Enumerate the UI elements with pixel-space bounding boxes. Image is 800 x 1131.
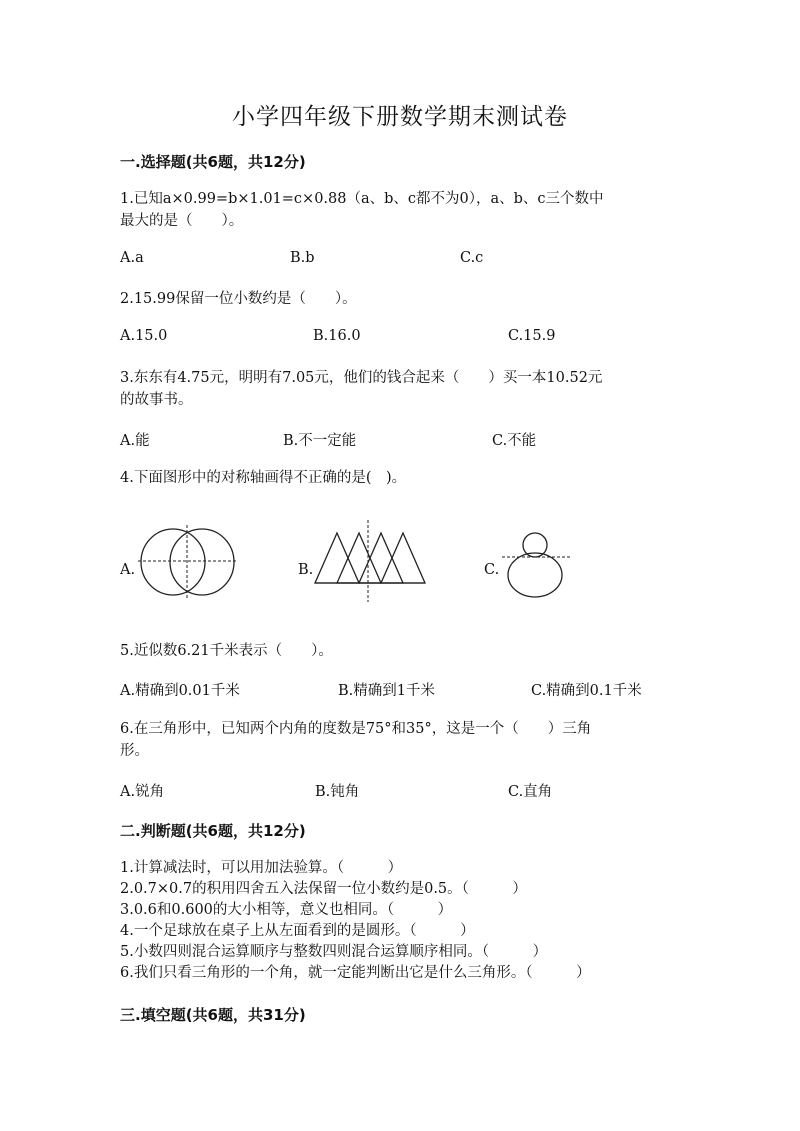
question-1-line1: 1.已知a×0.99=b×1.01=c×0.88（a、b、c都不为0），a、b、c三个数中 (120, 191, 604, 207)
question-1 (120, 188, 680, 232)
q2-option-b: B.16.0 (313, 328, 361, 344)
q5-option-c: C.精确到0.1千米 (531, 683, 642, 699)
q4-figure-circles (135, 525, 240, 600)
q1-option-a: A.a (120, 250, 144, 266)
q4-option-c: C. (484, 562, 500, 578)
question-3-line1: 3.东东有4.75元，明明有7.05元，他们的钱合起来（ ）买一本10.52元 (120, 370, 603, 386)
tf-item-1: 1.计算减法时，可以用加法验算。（ ） (120, 860, 403, 876)
question-3-line2: 的故事书。 (120, 392, 193, 408)
question-4 (120, 467, 680, 489)
question-6-line1: 6.在三角形中，已知两个内角的度数是75°和35°，这是一个（ ）三角 (120, 721, 592, 737)
q4-option-a: A. (120, 562, 136, 578)
q4-option-b: B. (298, 562, 314, 578)
question-1-line2: 最大的是（ ）。 (120, 213, 244, 229)
q1-option-c: C.c (460, 250, 484, 266)
question-6-line2: 形。 (120, 743, 149, 759)
q6-option-b: B.钝角 (315, 784, 360, 800)
tf-item-3: 3.0.6和0.600的大小相等，意义也相同。（ ） (120, 902, 453, 918)
q3-option-a: A.能 (120, 433, 150, 449)
q6-option-c: C.直角 (508, 784, 553, 800)
question-5 (120, 640, 680, 662)
section-heading-true-false: 二.判断题(共6题，共12分) (120, 822, 306, 840)
tf-list (120, 858, 591, 984)
q5-option-a: A.精确到0.01千米 (120, 683, 240, 699)
q6-option-a: A.锐角 (120, 784, 165, 800)
tf-item-2: 2.0.7×0.7的积用四舍五入法保留一位小数约是0.5。（ ） (120, 881, 527, 897)
question-5-line1: 5.近似数6.21千米表示（ ）。 (120, 643, 333, 659)
question-3 (120, 367, 680, 411)
q2-option-c: C.15.9 (508, 328, 556, 344)
q2-option-a: A.15.0 (120, 328, 168, 344)
question-4-line1: 4.下面图形中的对称轴画得不正确的是( )。 (120, 470, 407, 486)
page-title: 小学四年级下册数学期末测试卷 (232, 104, 568, 130)
tf-item-6: 6.我们只看三角形的一个角，就一定能判断出它是什么三角形。（ ） (120, 965, 591, 981)
q1-option-b: B.b (290, 250, 315, 266)
question-2 (120, 288, 680, 310)
q4-figure-triangles (312, 520, 432, 602)
q4-figure-figure-eight (500, 530, 575, 602)
section-heading-choice: 一.选择题(共6题，共12分) (120, 153, 306, 171)
section-heading-fill-in: 三.填空题(共6题，共31分) (120, 1006, 306, 1024)
tf-item-4: 4.一个足球放在桌子上从左面看到的是圆形。（ ） (120, 923, 475, 939)
question-6 (120, 718, 680, 762)
tf-item-5: 5.小数四则混合运算顺序与整数四则混合运算顺序相同。（ ） (120, 944, 548, 960)
question-2-line1: 2.15.99保留一位小数约是（ ）。 (120, 291, 357, 307)
q5-option-b: B.精确到1千米 (338, 683, 435, 699)
q3-option-b: B.不一定能 (283, 433, 357, 449)
q3-option-c: C.不能 (492, 433, 537, 449)
